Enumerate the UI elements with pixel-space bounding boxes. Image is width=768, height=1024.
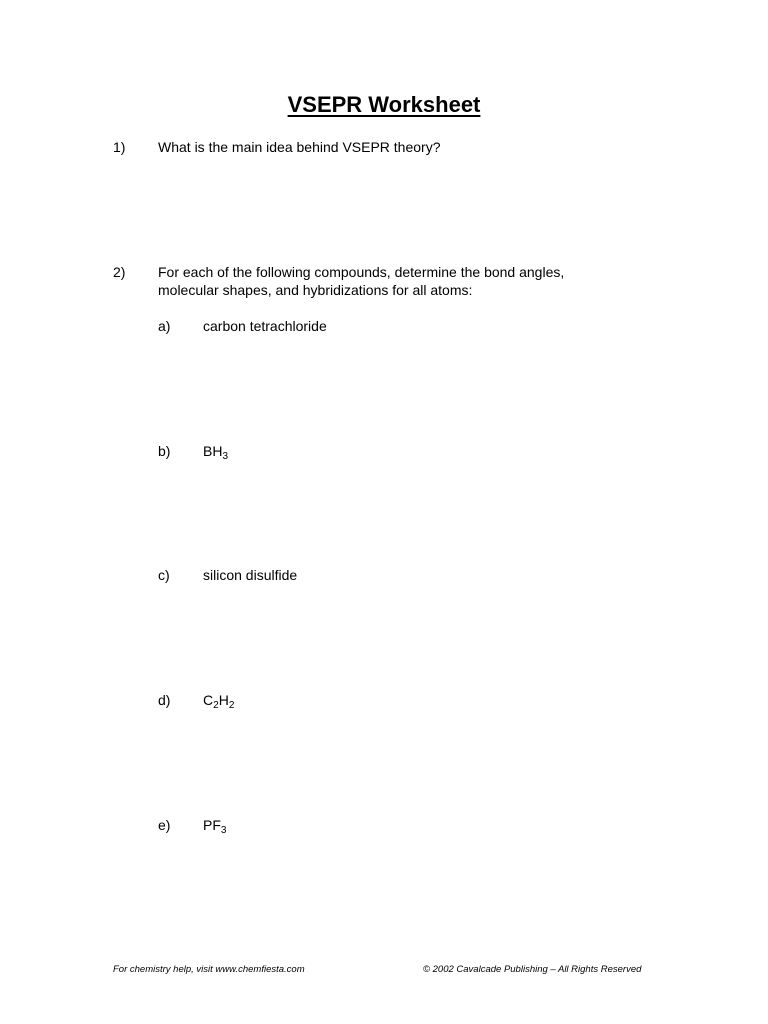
- part-d-label: d): [158, 692, 171, 708]
- footer-help-text: For chemistry help, visit www.chemfiesta.com: [113, 964, 305, 975]
- worksheet-title: [0, 92, 768, 118]
- question-1-text: What is the main idea behind VSEPR theory?: [158, 139, 441, 155]
- part-a-label: a): [158, 318, 171, 334]
- part-e-formula: [203, 816, 226, 834]
- part-e-label: e): [158, 817, 171, 833]
- part-b-label: b): [158, 443, 171, 459]
- formula-text: H: [218, 692, 229, 708]
- part-c-text: silicon disulfide: [203, 567, 298, 583]
- question-2-text-line-2: molecular shapes, and hybridizations for all atoms:: [158, 282, 473, 298]
- formula-text: C: [203, 692, 214, 708]
- part-d-formula: [203, 691, 234, 709]
- question-2-text-line-1: For each of the following compounds, determine the bond angles,: [158, 264, 565, 280]
- worksheet-title-text: VSEPR Worksheet: [287, 92, 481, 117]
- formula-text: PF: [203, 817, 221, 833]
- part-b-formula: [203, 442, 228, 460]
- formula-text: BH: [203, 443, 223, 459]
- part-c-label: c): [158, 567, 170, 583]
- formula-subscript: 2: [213, 700, 219, 711]
- question-1-number: 1): [113, 139, 126, 155]
- part-a-text: carbon tetrachloride: [203, 318, 327, 334]
- footer-copyright: © 2002 Cavalcade Publishing – All Rights Reserved: [423, 964, 642, 975]
- formula-subscript: 3: [220, 825, 227, 836]
- formula-subscript: 2: [228, 700, 235, 711]
- formula-subscript: 3: [222, 451, 229, 462]
- question-2-number: 2): [113, 264, 126, 280]
